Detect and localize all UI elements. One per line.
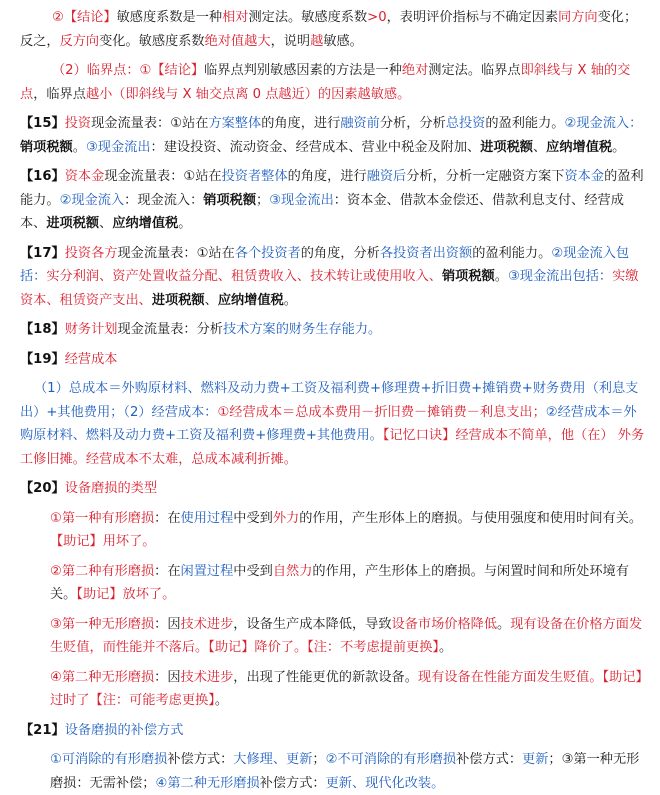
text-run: ：建设投资、流动资金、经营成本、营业中税金及附加、 xyxy=(150,139,481,155)
text-run: （1）总成本＝外购原材料、燃料及动力费+工资及福利费+修理费+折旧费+摊销费+财务费用（利息支出）+其他费用；（2）经营成本： xyxy=(20,381,639,420)
item-20-heading xyxy=(20,477,648,501)
text-run: 进项税额 xyxy=(151,292,205,308)
text-run: 。 xyxy=(283,292,297,308)
item-20-intangible-1 xyxy=(20,613,648,660)
text-run: ①可消除的有形磨损 xyxy=(50,752,168,767)
text-run: 相对 xyxy=(222,10,249,25)
text-run: 、 xyxy=(204,292,218,308)
text-run: 经营成本 xyxy=(64,351,118,367)
text-run: 中受到 xyxy=(233,510,273,526)
text-run: 【助记】用坏了。 xyxy=(50,534,156,549)
text-run: 测定法。临界点 xyxy=(428,63,521,78)
text-run: 。 xyxy=(214,693,229,708)
text-run: 资本金 xyxy=(564,169,605,184)
text-run: >0 xyxy=(367,10,387,25)
text-run: 应纳增值税 xyxy=(217,292,284,308)
text-run: 变化；反之， xyxy=(20,10,638,49)
text-run: 更新 xyxy=(522,752,549,767)
text-run: 投资各方 xyxy=(64,245,118,261)
text-run: ，设备生产成本降低，导致 xyxy=(233,616,392,632)
text-run: 大修理、更新 xyxy=(233,752,313,767)
text-run: 进项税额 xyxy=(46,216,100,231)
text-run: 方案整体 xyxy=(208,116,262,131)
text-run: 自然力 xyxy=(272,563,313,579)
text-run: 总投资 xyxy=(445,116,486,131)
text-run: ③现金流出包括： xyxy=(507,269,613,284)
text-run: 分析，分析 xyxy=(379,116,446,131)
text-run: 。 xyxy=(612,139,626,155)
text-run: 【助记】放坏了。 xyxy=(76,587,176,602)
text-run: ①第一种有形磨损 xyxy=(50,510,155,526)
item-19-body xyxy=(20,377,648,471)
text-run: 现金流量表：①站在 xyxy=(91,116,209,131)
item-15-investment-cashflow xyxy=(20,112,648,159)
text-run: 的角度，进行 xyxy=(287,169,367,184)
text-run: 【21】 xyxy=(20,722,65,738)
text-run: 临界点判别敏感因素的方法是一种 xyxy=(204,63,402,78)
text-run: 【20】 xyxy=(20,481,65,496)
item-20-intangible-2 xyxy=(20,666,648,713)
text-run: （2）临界点： xyxy=(52,63,140,78)
text-run: 【19】 xyxy=(20,351,65,367)
text-run: ②第二种有形磨损 xyxy=(50,563,155,579)
text-run: 销项税额 xyxy=(442,269,495,284)
text-run: 的盈利能力。 xyxy=(472,245,552,261)
text-run: 设备市场价格降低 xyxy=(391,616,498,632)
item-18-financial-plan xyxy=(20,318,648,342)
text-run: 补偿方式： xyxy=(259,775,326,791)
text-run: 销项税额 xyxy=(203,192,257,208)
text-run: ：在 xyxy=(154,563,181,579)
text-run: 。 xyxy=(178,216,192,231)
text-run: 实分利润、资产处置收益分配、租赁费收入、技术转让或使用收入、 xyxy=(46,269,442,284)
text-run: 应纳增值税 xyxy=(112,216,179,231)
text-run: 投资 xyxy=(64,116,92,131)
item-21-heading xyxy=(20,719,648,743)
item-19-heading xyxy=(20,348,648,372)
text-run: ②不可消除的有形磨损 xyxy=(325,752,457,767)
text-run: 即斜线与 X 轴的交点 xyxy=(20,63,631,102)
text-run: 实缴资本、租赁资产支出、 xyxy=(20,269,639,308)
text-run: 投资者整体 xyxy=(221,169,288,184)
text-run: 的角度，分析 xyxy=(300,245,380,261)
item-20-tangible-1 xyxy=(20,507,648,554)
text-run: ①【结论】 xyxy=(139,63,205,78)
text-run: 变化。敏感度系数 xyxy=(99,33,205,49)
text-run: 。 xyxy=(439,640,453,655)
text-run: ②经营成本＝外购原材料、燃料及动力费+工资及福利费+修理费+其他费用。 xyxy=(20,404,637,443)
text-run: ，表明评价指标与不确定因素 xyxy=(386,10,559,25)
item-sensitivity-coefficient xyxy=(20,6,648,53)
text-run: ④第二种无形磨损 xyxy=(50,669,155,685)
text-run: 闲置过程 xyxy=(180,563,234,579)
text-run: 财务计划 xyxy=(64,322,118,337)
text-run: ②现金流入包括： xyxy=(20,245,630,284)
item-21-body xyxy=(20,748,648,795)
text-run: 外力 xyxy=(272,510,300,526)
text-run: ，出现了性能更优的新款设备。 xyxy=(233,669,418,685)
text-run: 各投资者出资额 xyxy=(379,245,473,261)
text-run: 同方向 xyxy=(558,10,598,25)
text-run: ； xyxy=(256,192,270,208)
text-run: 应纳增值税 xyxy=(546,139,613,155)
text-run: 中受到 xyxy=(233,563,273,579)
text-run: 现金流量表：①站在 xyxy=(104,169,222,184)
text-run: 现金流量表：分析 xyxy=(117,322,223,337)
text-run: ③现金流出 xyxy=(269,192,334,208)
text-run: 更新、现代化改装。 xyxy=(325,775,445,791)
item-critical-point xyxy=(20,59,648,106)
text-run: 反方向 xyxy=(59,33,100,49)
text-run: 绝对 xyxy=(401,63,429,78)
text-run: ：因 xyxy=(154,669,181,685)
text-run: 、 xyxy=(532,139,547,155)
text-run: ②【结论】 xyxy=(52,10,117,25)
text-run: ，临界点 xyxy=(33,86,86,102)
text-run: 分析，分析一定融资方案下 xyxy=(406,169,565,184)
text-run: ②现金流入： xyxy=(564,116,643,131)
text-run: ②现金流入 xyxy=(59,192,125,208)
text-run: 现有设备在价格方面发生贬值，而性能并不落后。【助记】降价了。【注：不考虑提前更换】 xyxy=(50,616,643,655)
text-run: 。 xyxy=(497,616,511,632)
text-run: ； xyxy=(312,752,326,767)
text-run: 使用过程 xyxy=(180,510,234,526)
text-run: 销项税额 xyxy=(20,139,73,155)
text-run: ③现金流出 xyxy=(85,139,151,155)
text-run: 【17】 xyxy=(20,245,65,261)
text-run: ：因 xyxy=(154,616,181,632)
text-run: 设备磨损的类型 xyxy=(64,481,158,496)
text-run: 技术进步 xyxy=(180,669,234,685)
text-run: 、 xyxy=(99,216,113,231)
text-run: 现有设备在性能方面发生贬值。【助记】过时了【注：可能考虑更换】 xyxy=(50,669,643,708)
text-run: 的作用，产生形体上的磨损。与闲置时间和所处环境有关。 xyxy=(50,563,629,602)
text-run: 敏感度系数是一种 xyxy=(116,10,223,25)
text-run: ；③第一种无形磨损：无需补偿； xyxy=(50,752,640,791)
text-run: ①经营成本＝总成本费用－折旧费－摊销费－利息支出； xyxy=(217,404,546,420)
text-run: ：资本金、借款本金偿还、借款利息支付、经营成本、 xyxy=(20,192,624,231)
text-run: 设备磨损的补偿方式 xyxy=(64,722,184,738)
text-run: 融资后 xyxy=(366,169,407,184)
text-run: 补偿方式： xyxy=(167,752,234,767)
text-run: 补偿方式： xyxy=(456,752,523,767)
text-run: 的角度，进行 xyxy=(261,116,341,131)
text-run: 敏感。 xyxy=(323,33,363,49)
item-16-capital-cashflow xyxy=(20,165,648,236)
text-run: 各个投资者 xyxy=(234,245,301,261)
text-run: ：现金流入： xyxy=(124,192,204,208)
text-run: 技术进步 xyxy=(180,616,234,632)
text-run: ，说明 xyxy=(270,33,311,49)
text-run: 。 xyxy=(494,269,508,284)
text-run: 测定法。敏感度系数 xyxy=(248,10,368,25)
item-17-investor-cashflow xyxy=(20,242,648,313)
text-run: 的作用，产生形体上的磨损。与使用强度和使用时间有关。 xyxy=(299,510,643,526)
text-run: 技术方案的财务生存能力。 xyxy=(222,322,382,337)
item-20-tangible-2 xyxy=(20,560,648,607)
text-run: 的盈利能力。 xyxy=(485,116,565,131)
text-run: 绝对值越大 xyxy=(204,33,271,49)
text-run: 【16】 xyxy=(20,169,65,184)
text-run: ：在 xyxy=(154,510,181,526)
text-run: ③第一种无形磨损 xyxy=(50,616,155,632)
text-run: 【记忆口诀】经营成本不简单，他（在） 外务工修旧摊。经营成本不太难，总成本减利折摊。 xyxy=(20,428,645,467)
text-run: 资本金 xyxy=(64,169,105,184)
text-run: 现金流量表：①站在 xyxy=(117,245,235,261)
text-run: 【18】 xyxy=(20,322,65,337)
text-run: 。 xyxy=(72,139,86,155)
text-run: 进项税额 xyxy=(480,139,533,155)
text-run: ④第二种无形磨损 xyxy=(155,775,260,791)
text-run: 【15】 xyxy=(20,116,65,131)
text-run: 越小（即斜线与 X 轴交点离 0 点越近）的因素越敏感。 xyxy=(85,86,411,102)
text-run: 的盈利能力。 xyxy=(20,169,644,208)
text-run: 越 xyxy=(310,33,324,49)
text-run: 融资前 xyxy=(340,116,380,131)
